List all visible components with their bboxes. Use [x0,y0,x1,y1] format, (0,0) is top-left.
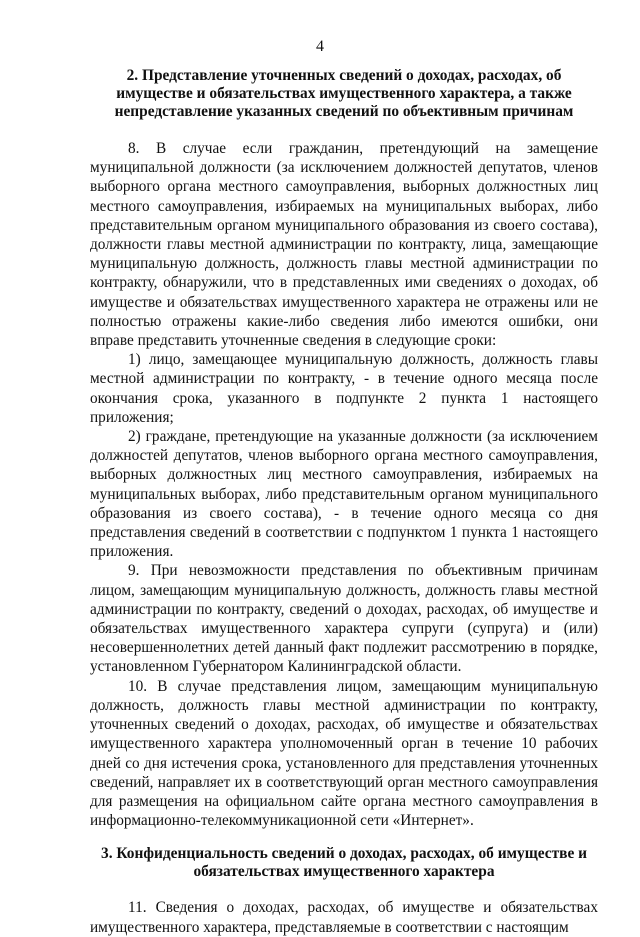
page-content [90,67,598,937]
section-3-heading: 3. Конфиденциальность сведений о доходах, расходах, об имуществе и обязательствах имущественного характера [101,845,587,881]
paragraph-10: 10. В случае представления лицом, замещающим муниципальную должность, должность главы местной администрации по контракту, уточненных сведений о доходах, расходах, об имуществе и обязательствах имущественного характера уполномоченный орган в течение 10 рабочих дней со дня истечения срока, установленного для представления уточненных сведений, направляет их в соответствующий орган местного самоуправления для размещения на официальном сайте органа местного самоуправления в информационно-телекоммуникационной сети «Интернет». [90,677,598,830]
paragraph-8-item-1: 1) лицо, замещающее муниципальную должность, должность главы местной администрации по контракту, - в течение одного месяца после окончания срока, указанного в подпункте 2 пункта 1 настоящего приложения; [90,351,598,426]
paragraph-8-item-2: 2) граждане, претендующие на указанные должности (за исключением должностей депутатов, членов выборного органа местного самоуправления, выборных должностных лиц местного самоуправления, избираемых на муниципальных выборах, либо представительным органом муниципального образования из своего состава), - в течение одного месяца со дня представления сведений в соответствии с подпунктом 1 пункта 1 настоящего приложения. [90,428,598,561]
page-number: 4 [316,38,324,55]
paragraph-11: 11. Сведения о доходах, расходах, об имуществе и обязательствах имущественного характера, представляемые в соответствии с настоящим [90,899,598,936]
paragraph-8: 8. В случае если гражданин, претендующий на замещение муниципальной должности (за исключением должностей депутатов, членов выборного органа местного самоуправления, выборных должностных лиц местного самоуправления, избираемых на муниципальных выборах, либо представительным органом муниципального образования из своего состава), должности главы местной администрации по контракту, лица, замещающие муниципальную должность, должность главы местной администрации по контракту, обнаружили, что в представленных ими сведениях о доходах, об имуществе и обязательствах имущественного характера не отражены или не полностью отражены какие-либо сведения либо имеются ошибки, они вправе представить уточненные сведения в следующие сроки: [90,140,598,350]
paragraph-9: 9. При невозможности представления по объективным причинам лицом, замещающим муниципальную должность, должность главы местной администрации по контракту, сведений о доходах, расходах, об имуществе и обязательствах имущественного характера супруги (супруга) и (или) несовершеннолетних детей данный факт подлежит рассмотрению в порядке, установленном Губернатором Калининградской области. [90,562,598,676]
section-2-heading: 2. Представление уточненных сведений о доходах, расходах, об имуществе и обязательствах имущественного характера, а также непредставление указанных сведений по объективным причинам [114,67,574,120]
